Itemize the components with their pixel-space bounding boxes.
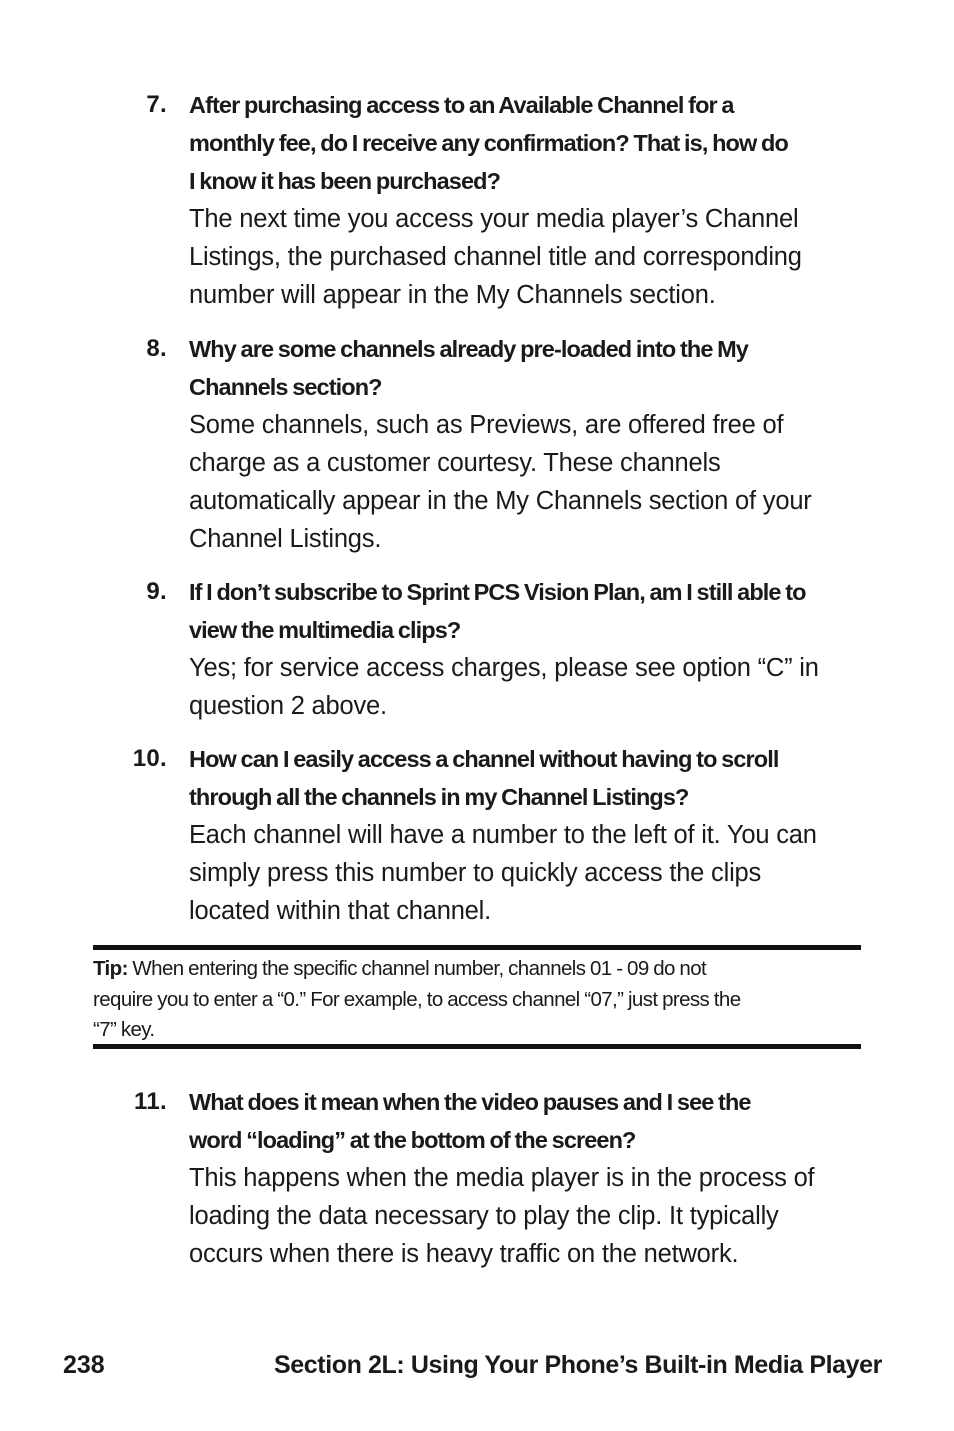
question-number: 10.: [132, 745, 167, 772]
question-text: What does it mean when the video pauses and I see the word “loading” at the bottom of the screen?: [189, 1089, 751, 1153]
question-text: Why are some channels already pre-loaded into the My Channels section?: [189, 336, 748, 400]
question-text: How can I easily access a channel without having to scroll through all the channels in my Channel Listings?: [189, 746, 779, 810]
question-number: 7.: [146, 91, 167, 118]
answer-text: Yes; for service access charges, please see option “C” in question 2 above.: [189, 654, 819, 720]
answer-text: The next time you access your media player’s Channel Listings, the purchased channel title and corresponding number will appear in the My Channels section.: [189, 205, 802, 309]
answer-text: Each channel will have a number to the left of it. You can simply press this number to quickly access the clips located within that channel.: [189, 821, 817, 925]
tip-text: Tip: When entering the specific channel number, channels 01 - 09 do not require you to enter a “0.” For example, to access channel “07,” just press the “7” key.: [93, 957, 741, 1041]
question-number: 9.: [146, 578, 167, 605]
page-number: 238: [63, 1351, 105, 1379]
question-number: 11.: [134, 1088, 167, 1115]
question-number: 8.: [146, 335, 167, 362]
section-title: Section 2L: Using Your Phone’s Built-in Media Player: [273, 1351, 882, 1379]
tip-label: Tip:: [93, 957, 128, 980]
answer-text: This happens when the media player is in the process of loading the data necessary to play the clip. It typically occurs when there is heavy traffic on the network.: [189, 1164, 815, 1268]
question-text: If I don’t subscribe to Sprint PCS Vision Plan, am I still able to view the multimedia clips?: [189, 579, 806, 643]
tip-box: [93, 945, 861, 1049]
question-text: After purchasing access to an Available Channel for a monthly fee, do I receive any confirmation? That is, how do I know it has been purchased?: [189, 92, 788, 194]
answer-text: Some channels, such as Previews, are offered free of charge as a customer courtesy. These channels automatically appear in the My Channels section of your Channel Listings.: [189, 411, 812, 553]
page-footer: [0, 1345, 954, 1385]
